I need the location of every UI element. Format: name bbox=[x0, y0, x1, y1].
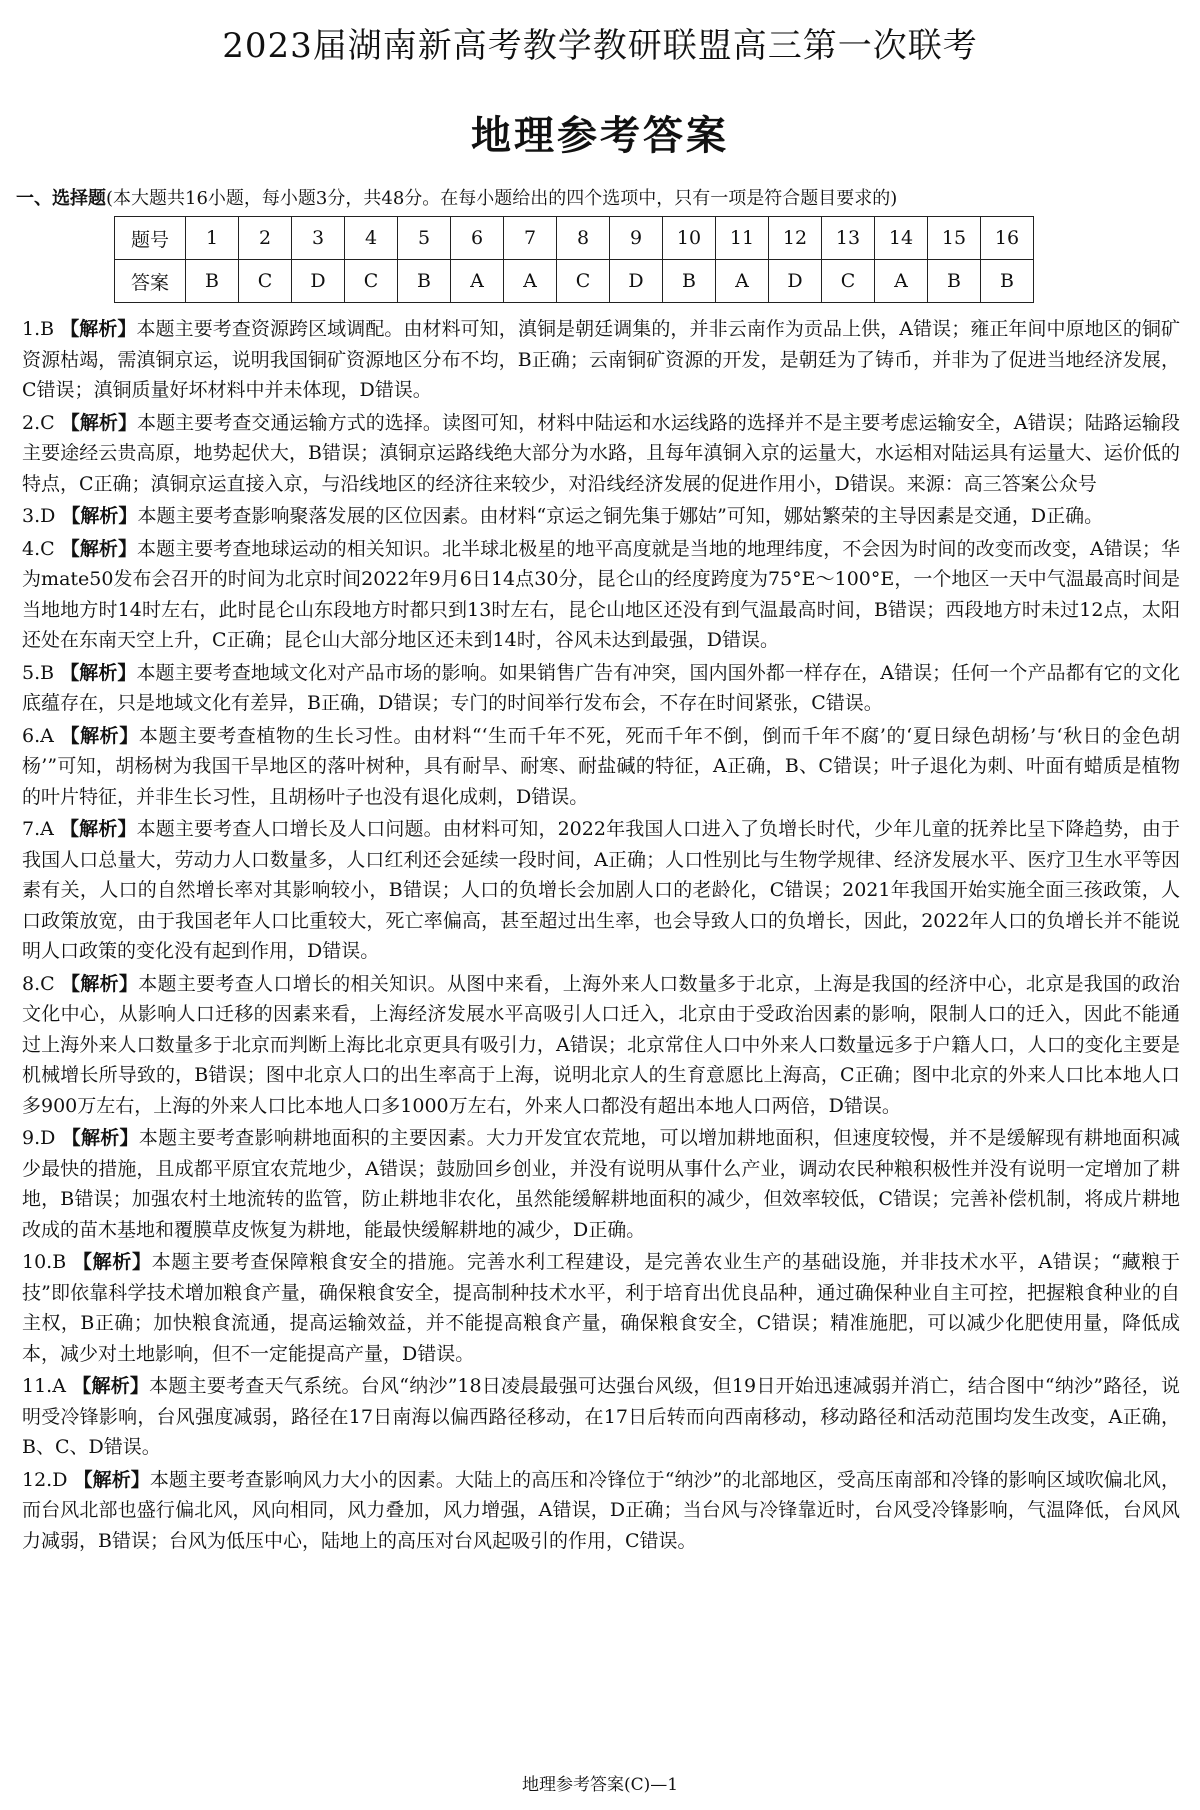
analysis-tag: 【解析】 bbox=[60, 537, 138, 560]
section-note: (本大题共16小题，每小题3分，共48分。在每小题给出的四个选项中，只有一项是符合题目要求的) bbox=[106, 188, 898, 209]
analysis-tag: 【解析】 bbox=[60, 818, 137, 840]
item-number: 9.D bbox=[22, 1127, 56, 1149]
analysis-tag: 【解析】 bbox=[72, 1251, 152, 1273]
table-cell-answer: A bbox=[451, 260, 504, 303]
table-cell-answer: D bbox=[610, 260, 663, 303]
analysis-tag: 【解析】 bbox=[61, 972, 139, 995]
section-label: 一、选择题 bbox=[16, 188, 106, 209]
explanation-item-4 bbox=[22, 534, 1180, 656]
table-header-number: 题号 bbox=[115, 217, 186, 260]
table-cell-number: 16 bbox=[981, 217, 1034, 260]
table-cell-answer: C bbox=[822, 260, 875, 303]
item-number: 5.B bbox=[22, 661, 55, 684]
item-text: 本题主要考查人口增长及人口问题。由材料可知，2022年我国人口进入了负增长时代，少年儿童的抚养比呈下降趋势，由于我国人口总量大，劳动力人口数量多，人口红利还会延续一段时间，A正确；人口性别比与生物学规律、经济发展水平、医疗卫生水平等因素有关，人口的自然增长率对其影响较小，B错误；人口的负增长会加剧人口的老龄化，C错误；2021年我国开始实施全面三孩政策，人口政策放宽，由于我国老年人口比重较大，死亡率偏高，甚至超过出生率，也会导致人口的负增长，因此，2022年人口的负增长并不能说明人口政策的变化没有起到作用，D错误。 bbox=[22, 818, 1180, 962]
answer-table bbox=[114, 216, 1034, 303]
table-cell-number: 12 bbox=[769, 217, 822, 260]
table-cell-answer: C bbox=[345, 260, 398, 303]
explanation-item-7 bbox=[22, 814, 1180, 967]
table-cell-number: 10 bbox=[663, 217, 716, 260]
explanation-item-5 bbox=[22, 658, 1180, 719]
table-cell-number: 1 bbox=[186, 217, 239, 260]
explanation-item-11 bbox=[22, 1371, 1180, 1463]
table-cell-number: 4 bbox=[345, 217, 398, 260]
table-cell-answer: A bbox=[716, 260, 769, 303]
item-text: 本题主要考查植物的生长习性。由材料“‘生而千年不死，死而千年不倒，倒而千年不腐’的‘夏日绿色胡杨’与‘秋日的金色胡杨’”可知，胡杨树为我国干旱地区的落叶树种，具有耐旱、耐寒、耐盐碱的特征，A正确，B、C错误；叶子退化为刺、叶面有蜡质是植物的叶片特征，并非生长习性，且胡杨叶子也没有退化成刺，D错误。 bbox=[22, 724, 1181, 808]
table-cell-number: 7 bbox=[504, 217, 557, 260]
item-text: 本题主要考查人口增长的相关知识。从图中来看，上海外来人口数量多于北京，上海是我国的经济中心，北京是我国的政治文化中心，从影响人口迁移的因素来看，上海经济发展水平高吸引人口迁入，北京由于受政治因素的影响，限制人口的迁入，因此不能通过上海外来人口数量多于北京而判断上海比北京更具有吸引力，A错误；北京常住人口中外来人口数量远多于户籍人口，人口的变化主要是机械增长所导致的，B错误；图中北京人口的出生率高于上海，说明北京人的生育意愿比上海高，C正确；图中北京的外来人口比本地人口多900万左右，上海的外来人口比本地人口多1000万左右，外来人口都没有超出本地人口两倍，D错误。 bbox=[22, 972, 1180, 1117]
explanation-item-2 bbox=[22, 408, 1180, 500]
item-number: 12.D bbox=[22, 1468, 68, 1491]
table-cell-answer: D bbox=[769, 260, 822, 303]
item-text: 本题主要考查交通运输方式的选择。读图可知，材料中陆运和水运线路的选择并不是主要考虑运输安全，A错误；陆路运输段主要途经云贵高原，地势起伏大，B错误；滇铜京运路线绝大部分为水路，且每年滇铜入京的运量大，水运相对陆运具有运量大、运价低的特点，C正确；滇铜京运直接入京，与沿线地区的经济往来较少，对沿线经济发展的促进作用小，D错误。来源：高三答案公众号 bbox=[22, 411, 1180, 495]
explanation-item-9 bbox=[22, 1123, 1180, 1245]
table-cell-answer: A bbox=[504, 260, 557, 303]
analysis-tag: 【解析】 bbox=[60, 411, 138, 434]
answer-table-answer-row bbox=[115, 260, 1034, 303]
analysis-tag: 【解析】 bbox=[60, 724, 139, 747]
item-number: 7.A bbox=[22, 818, 54, 840]
table-cell-number: 9 bbox=[610, 217, 663, 260]
explanation-list bbox=[22, 314, 1180, 1558]
item-text: 本题主要考查天气系统。台风“纳沙”18日凌晨最强可达强台风级，但19日开始迅速减弱并消亡，结合图中“纳沙”路径，说明受冷锋影响，台风强度减弱，路径在17日南海以偏西路径移动，在17日后转而向西南移动，移动路径和活动范围均发生改变，A正确，B、C、D错误。 bbox=[22, 1375, 1180, 1458]
analysis-tag: 【解析】 bbox=[60, 318, 137, 340]
exam-title: 2023届湖南新高考教学教研联盟高三第一次联考 bbox=[222, 26, 978, 66]
analysis-tag: 【解析】 bbox=[61, 1127, 139, 1149]
page-footer: 地理参考答案(C)—1 bbox=[521, 1775, 679, 1795]
analysis-tag: 【解析】 bbox=[60, 661, 137, 684]
item-text: 本题主要考查地域文化对产品市场的影响。如果销售广告有冲突，国内国外都一样存在，A错误；任何一个产品都有它的文化底蕴存在，只是地域文化有差异，B正确，D错误；专门的时间举行发布会，不存在时间紧张，C错误。 bbox=[22, 661, 1180, 714]
explanation-item-8 bbox=[22, 969, 1180, 1122]
table-cell-number: 2 bbox=[239, 217, 292, 260]
table-cell-number: 3 bbox=[292, 217, 345, 260]
item-text: 本题主要考查影响耕地面积的主要因素。大力开发宜农荒地，可以增加耕地面积，但速度较慢，并不是缓解现有耕地面积减少最快的措施，且成都平原宜农荒地少，A错误；鼓励回乡创业，并没有说明从事什么产业，调动农民种粮积极性并没有说明一定增加了耕地，B错误；加强农村土地流转的监管，防止耕地非农化，虽然能缓解耕地面积的减少，但效率较低，C错误；完善补偿机制，将成片耕地改成的苗木基地和覆膜草皮恢复为耕地，能最快缓解耕地的减少，D正确。 bbox=[22, 1127, 1180, 1241]
page-title: 地理参考答案 bbox=[471, 112, 729, 159]
item-number: 3.D bbox=[22, 505, 56, 527]
item-number: 1.B bbox=[22, 318, 55, 340]
table-header-answer: 答案 bbox=[115, 260, 186, 303]
table-cell-answer: A bbox=[875, 260, 928, 303]
section-heading bbox=[16, 184, 1186, 210]
item-number: 2.C bbox=[22, 411, 55, 434]
table-cell-number: 6 bbox=[451, 217, 504, 260]
table-cell-answer: B bbox=[928, 260, 981, 303]
table-cell-answer: B bbox=[663, 260, 716, 303]
item-number: 6.A bbox=[22, 724, 54, 747]
item-number: 10.B bbox=[22, 1251, 67, 1273]
item-text: 本题主要考查地球运动的相关知识。北半球北极星的地平高度就是当地的地理纬度，不会因为时间的改变而改变，A错误；华为mate50发布会召开的时间为北京时间2022年9月6日14点30分，昆仑山的经度跨度为75°E～100°E，一个地区一天中气温最高时间是当地地方时14时左右，此时昆仑山东段地方时都只到13时左右，昆仑山地区还没有到气温最高时间，B错误；西段地方时未过12点，太阳还处在东南天空上升，C正确；昆仑山大部分地区还未到14时，谷风未达到最强，D错误。 bbox=[22, 537, 1180, 651]
table-cell-answer: B bbox=[186, 260, 239, 303]
table-cell-answer: D bbox=[292, 260, 345, 303]
table-cell-answer: B bbox=[981, 260, 1034, 303]
table-cell-number: 8 bbox=[557, 217, 610, 260]
answer-table-number-row bbox=[115, 217, 1034, 260]
explanation-item-3 bbox=[22, 501, 1180, 532]
explanation-item-6 bbox=[22, 721, 1180, 813]
table-cell-number: 11 bbox=[716, 217, 769, 260]
table-cell-number: 5 bbox=[398, 217, 451, 260]
item-text: 本题主要考查保障粮食安全的措施。完善水利工程建设，是完善农业生产的基础设施，并非技术水平，A错误；“藏粮于技”即依靠科学技术增加粮食产量，确保粮食安全，提高制种技术水平，利于培育出优良品种，通过确保种业自主可控，把握粮食种业的自主权，B正确；加快粮食流通，提高运输效益，并不能提高粮食产量，确保粮食安全，C错误；精准施肥，可以减少化肥使用量，降低成本，减少对土地影响，但不一定能提高产量，D错误。 bbox=[22, 1251, 1180, 1365]
analysis-tag: 【解析】 bbox=[73, 1468, 150, 1491]
item-number: 4.C bbox=[22, 537, 55, 560]
item-text: 本题主要考查影响聚落发展的区位因素。由材料“京运之铜先集于娜姑”可知，娜姑繁荣的主导因素是交通，D正确。 bbox=[137, 505, 1104, 527]
table-cell-answer: C bbox=[557, 260, 610, 303]
explanation-item-10 bbox=[22, 1247, 1180, 1369]
table-cell-answer: B bbox=[398, 260, 451, 303]
table-cell-number: 15 bbox=[928, 217, 981, 260]
item-text: 本题主要考查影响风力大小的因素。大陆上的高压和冷锋位于“纳沙”的北部地区，受高压南部和冷锋的影响区域吹偏北风，而台风北部也盛行偏北风，风向相同，风力叠加，风力增强，A错误，D正确；当台风与冷锋靠近时，台风受冷锋影响，气温降低，台风风力减弱，B错误；台风为低压中心，陆地上的高压对台风起吸引的作用，C错误。 bbox=[22, 1468, 1180, 1552]
table-cell-answer: C bbox=[239, 260, 292, 303]
item-text: 本题主要考查资源跨区域调配。由材料可知，滇铜是朝廷调集的，并非云南作为贡品上供，A错误；雍正年间中原地区的铜矿资源枯竭，需滇铜京运，说明我国铜矿资源地区分布不均，B正确；云南铜矿资源的开发，是朝廷为了铸币，并非为了促进当地经济发展，C错误；滇铜质量好坏材料中并未体现，D错误。 bbox=[22, 318, 1180, 401]
table-cell-number: 14 bbox=[875, 217, 928, 260]
analysis-tag: 【解析】 bbox=[72, 1375, 150, 1397]
explanation-item-12 bbox=[22, 1465, 1180, 1557]
analysis-tag: 【解析】 bbox=[61, 505, 138, 527]
explanation-item-1 bbox=[22, 314, 1180, 406]
item-number: 8.C bbox=[22, 972, 55, 995]
table-cell-number: 13 bbox=[822, 217, 875, 260]
item-number: 11.A bbox=[22, 1375, 66, 1397]
